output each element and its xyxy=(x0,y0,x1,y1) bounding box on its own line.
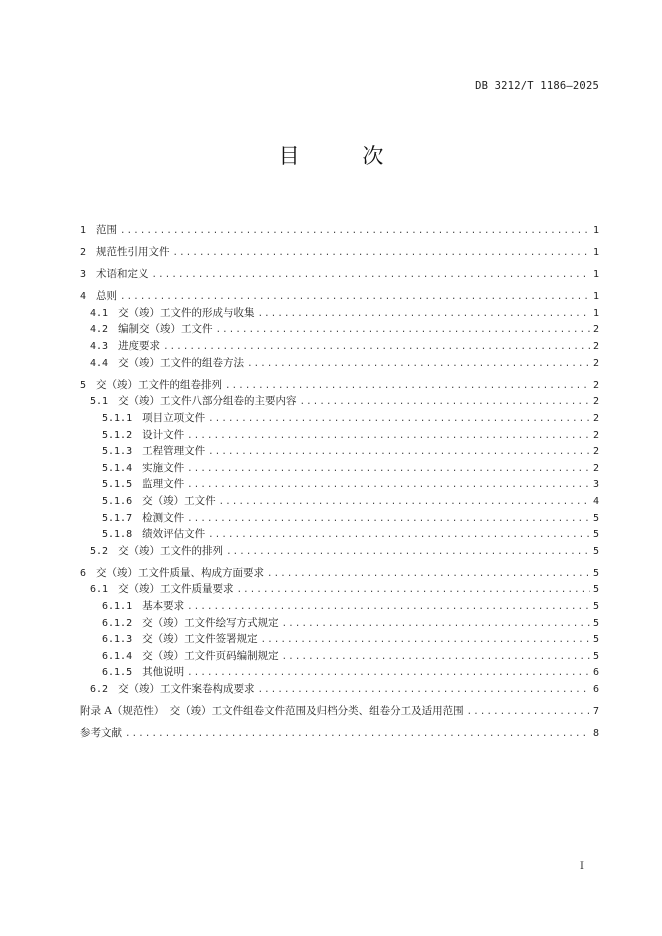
toc-entry[interactable] xyxy=(80,460,599,477)
toc-entry-page: 5 xyxy=(592,617,599,629)
toc-entry-label: 编制交（竣）工文件 xyxy=(118,323,213,336)
toc-entry[interactable] xyxy=(80,222,599,239)
toc-entry[interactable] xyxy=(80,338,599,355)
toc-leader-dots xyxy=(187,511,590,528)
toc-entry-label: 规范性引用文件 xyxy=(96,246,170,259)
toc-entry[interactable] xyxy=(80,526,599,543)
toc-entry[interactable] xyxy=(80,664,599,681)
toc-entry-label: 交（竣）工文件 xyxy=(142,494,216,507)
toc-entry-label: 项目立项文件 xyxy=(142,411,206,424)
toc-entry[interactable] xyxy=(80,510,599,527)
toc-leader-dots xyxy=(226,544,590,561)
toc-entry-number: 3 xyxy=(80,269,87,281)
toc-entry[interactable] xyxy=(80,321,599,338)
toc-entry[interactable] xyxy=(80,598,599,615)
toc-entry-page: 4 xyxy=(592,495,599,507)
toc-entry-page: 2 xyxy=(592,396,599,408)
toc-entry-label: 交（竣）工文件绘写方式规定 xyxy=(142,616,279,629)
page-number: I xyxy=(580,861,584,872)
toc-entry[interactable] xyxy=(80,476,599,493)
toc-entry[interactable] xyxy=(80,377,599,394)
toc-entry[interactable] xyxy=(80,393,599,410)
toc-entry-label: 交（竣）工文件签署规定 xyxy=(142,633,258,646)
page-title: 目 次 xyxy=(278,144,412,168)
toc-entry-number: 5.1.1 xyxy=(102,412,133,424)
toc-entry-number: 5.1.6 xyxy=(102,495,133,507)
toc-entry-label: 交（竣）工文件的组卷排列 xyxy=(96,378,223,391)
toc-entry[interactable] xyxy=(80,244,599,261)
toc-entry-number: 5.2 xyxy=(90,545,109,557)
toc-leader-dots xyxy=(258,306,590,323)
toc-leader-dots xyxy=(187,461,590,478)
toc-entry-page: 6 xyxy=(592,667,599,679)
toc-entry-page: 5 xyxy=(592,650,599,662)
toc-leader-dots xyxy=(216,322,590,339)
toc-leader-dots xyxy=(258,682,590,699)
toc-entry-number: 4.3 xyxy=(90,341,109,353)
toc-leader-dots xyxy=(261,632,590,649)
toc-entry-page: 8 xyxy=(592,728,599,740)
toc-entry[interactable] xyxy=(80,725,599,742)
toc-entry-page: 2 xyxy=(592,341,599,353)
toc-entry-label: 参考文献 xyxy=(80,727,122,740)
document-id: DB 3212/T 1186—2025 xyxy=(475,80,599,92)
toc-entry[interactable] xyxy=(80,493,599,510)
toc-leader-dots xyxy=(187,599,590,616)
toc-entry[interactable] xyxy=(80,288,599,305)
toc-leader-dots xyxy=(219,494,590,511)
toc-leader-dots xyxy=(208,411,590,428)
toc-entry[interactable] xyxy=(80,305,599,322)
toc-entry[interactable] xyxy=(80,266,599,283)
toc-leader-dots xyxy=(300,394,590,411)
toc-entry-label: 交（竣）工文件的组卷方法 xyxy=(118,356,245,369)
table-of-contents xyxy=(80,222,599,742)
toc-entry-number: 6.1.3 xyxy=(102,634,133,646)
toc-entry-number: 6.1.5 xyxy=(102,667,133,679)
toc-entry-label: 交（竣）工文件质量要求 xyxy=(118,583,234,596)
toc-entry[interactable] xyxy=(80,410,599,427)
toc-entry-number: 6.1.2 xyxy=(102,617,133,629)
toc-entry[interactable] xyxy=(80,565,599,582)
toc-entry-page: 2 xyxy=(592,462,599,474)
toc-entry-page: 5 xyxy=(592,600,599,612)
toc-entry-page: 1 xyxy=(592,307,599,319)
toc-entry-label: 交（竣）工文件的排列 xyxy=(118,544,224,557)
toc-entry-page: 2 xyxy=(592,324,599,336)
toc-leader-dots xyxy=(187,428,590,445)
toc-entry-number: 5.1.7 xyxy=(102,512,133,524)
toc-entry-label: 术语和定义 xyxy=(96,268,149,281)
toc-entry-label: 交（竣）工文件页码编制规定 xyxy=(142,649,279,662)
toc-entry-number: 6.1.1 xyxy=(102,600,133,612)
toc-entry-page: 5 xyxy=(592,634,599,646)
toc-entry-label: 绩效评估文件 xyxy=(142,528,206,541)
toc-entry-page: 5 xyxy=(592,567,599,579)
toc-entry-label: 进度要求 xyxy=(118,340,161,353)
toc-entry-page: 5 xyxy=(592,545,599,557)
toc-entry-label: 基本要求 xyxy=(142,599,185,612)
toc-leader-dots xyxy=(120,289,590,306)
toc-entry-number: 5.1.4 xyxy=(102,462,133,474)
toc-entry-page: 1 xyxy=(592,269,599,281)
toc-leader-dots xyxy=(208,527,590,544)
toc-leader-dots xyxy=(247,356,590,373)
toc-entry-number: 5.1.2 xyxy=(102,429,133,441)
toc-entry-number: 6.1.4 xyxy=(102,650,133,662)
toc-entry-page: 5 xyxy=(592,584,599,596)
toc-entry-number: 5.1.3 xyxy=(102,446,133,458)
toc-entry-label: 监理文件 xyxy=(142,478,185,491)
toc-entry-page: 6 xyxy=(592,683,599,695)
toc-leader-dots xyxy=(163,339,590,356)
toc-leader-dots xyxy=(282,616,590,633)
toc-entry[interactable] xyxy=(80,631,599,648)
toc-entry-page: 2 xyxy=(592,446,599,458)
toc-leader-dots xyxy=(187,477,590,494)
toc-entry-page: 1 xyxy=(592,291,599,303)
toc-entry-number: 4.4 xyxy=(90,357,109,369)
toc-entry-page: 5 xyxy=(592,512,599,524)
toc-entry-label: 实施文件 xyxy=(142,461,185,474)
toc-entry-number: 2 xyxy=(80,247,87,259)
toc-entry-page: 2 xyxy=(592,357,599,369)
toc-leader-dots xyxy=(467,704,590,721)
toc-entry-page: 5 xyxy=(592,529,599,541)
toc-entry-number: 5.1.8 xyxy=(102,529,133,541)
toc-entry-number: 4.1 xyxy=(90,307,109,319)
toc-entry-number: 6 xyxy=(80,567,87,579)
toc-entry-number: 4 xyxy=(80,291,87,303)
toc-entry[interactable] xyxy=(80,648,599,665)
toc-entry-label: 交（竣）工文件案卷构成要求 xyxy=(118,682,255,695)
toc-entry-label: 范围 xyxy=(96,224,118,236)
toc-entry[interactable] xyxy=(80,427,599,444)
toc-entry[interactable] xyxy=(80,681,599,698)
toc-leader-dots xyxy=(225,378,590,395)
toc-leader-dots xyxy=(282,649,590,666)
toc-entry-number: 6.2 xyxy=(90,683,109,695)
toc-leader-dots xyxy=(267,566,590,583)
toc-entry-page: 2 xyxy=(592,429,599,441)
toc-entry[interactable] xyxy=(80,355,599,372)
toc-entry[interactable] xyxy=(80,443,599,460)
toc-leader-dots xyxy=(152,267,590,284)
toc-entry-page: 1 xyxy=(592,225,599,236)
toc-entry-number: 5.1.5 xyxy=(102,479,133,491)
toc-entry[interactable] xyxy=(80,615,599,632)
toc-entry-page: 2 xyxy=(592,379,599,391)
toc-entry-number: 5 xyxy=(80,379,87,391)
toc-entry-page: 3 xyxy=(592,479,599,491)
toc-entry-label: 总则 xyxy=(96,290,118,303)
toc-entry-label: 交（竣）工文件的形成与收集 xyxy=(118,306,255,319)
toc-entry-label: 交（竣）工文件质量、构成方面要求 xyxy=(96,566,265,579)
toc-entry-page: 7 xyxy=(592,706,599,718)
toc-leader-dots xyxy=(187,665,590,682)
toc-leader-dots xyxy=(173,245,590,262)
toc-entry-number: 4.2 xyxy=(90,324,109,336)
toc-entry-label: 其他说明 xyxy=(142,666,185,679)
toc-entry[interactable] xyxy=(80,703,599,720)
toc-entry-label: 工程管理文件 xyxy=(142,445,206,458)
toc-entry[interactable] xyxy=(80,581,599,598)
toc-entry-number: 6.1 xyxy=(90,584,109,596)
toc-entry-label: 设计文件 xyxy=(142,428,185,441)
toc-entry[interactable] xyxy=(80,543,599,560)
toc-entry-label: 交（竣）工文件八部分组卷的主要内容 xyxy=(118,395,297,408)
toc-leader-dots xyxy=(125,726,590,743)
toc-entry-number: 5.1 xyxy=(90,396,109,408)
toc-entry-number: 1 xyxy=(80,225,87,236)
toc-entry-label: 附录 A（规范性） 交（竣）工文件组卷文件范围及归档分类、组卷分工及适用范围 xyxy=(80,705,464,718)
toc-entry-page: 2 xyxy=(592,412,599,424)
toc-leader-dots xyxy=(237,582,590,599)
toc-entry-page: 1 xyxy=(592,247,599,259)
toc-entry-label: 检测文件 xyxy=(142,511,185,524)
toc-leader-dots xyxy=(120,223,590,240)
toc-leader-dots xyxy=(208,444,590,461)
